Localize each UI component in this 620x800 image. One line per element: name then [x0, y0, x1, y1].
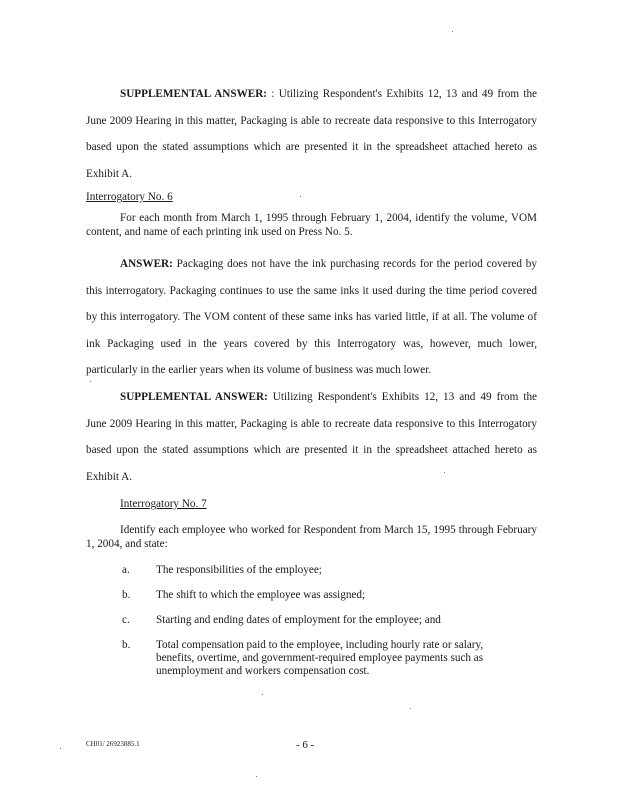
scan-speck: [90, 381, 91, 382]
interrogatory-6-heading-block: [86, 190, 537, 204]
supplemental-answer-1-text: : Utilizing Respondent's Exhibits 12, 13 and 49 from the June 2009 Hearing in this matter, Packaging is able to recreate data responsive to this Interrogatory based upon the stated assumptions which are presented it in the spreadsheet attached hereto as Exhibit A.: [86, 88, 538, 180]
supplemental-answer-1: [86, 81, 537, 187]
list-item-text: Starting and ending dates of employment for the employee; and: [156, 614, 441, 626]
interrogatory-7-question-block: [86, 524, 537, 551]
supplemental-answer-2-text: Utilizing Respondent's Exhibits 12, 13 and 49 from the June 2009 Hearing in this matter, Packaging is able to recreate data responsive to this Interrogatory based upon the stated assumptions which are presented it in the spreadsheet attached hereto as Exhibit A.: [86, 391, 538, 483]
interrogatory-6-question-block: [86, 212, 537, 239]
list-item-label: a.: [122, 564, 130, 576]
scan-speck: [410, 708, 411, 709]
supplemental-answer-2: [86, 384, 537, 490]
interrogatory-7-heading: Interrogatory No. 7: [120, 498, 207, 510]
interrogatory-7-question: Identify each employee who worked for Respondent from March 15, 1995 through February 1, 2004, and state:: [86, 524, 537, 550]
interrogatory-6-answer: [86, 251, 537, 384]
list-item-text: The shift to which the employee was assigned;: [156, 589, 366, 601]
interrogatory-6-heading: Interrogatory No. 6: [86, 191, 173, 203]
scan-speck: [256, 776, 257, 777]
list-item-text: Total compensation paid to the employee, including hourly rate or salary, benefits, overtime, and government-required employee payments such as unemployment and workers compensation cost.: [156, 639, 484, 677]
list-item-text: The responsibilities of the employee;: [156, 564, 322, 576]
supplemental-answer-2-heading: SUPPLEMENTAL ANSWER:: [120, 391, 268, 403]
answer-text: Packaging does not have the ink purchasing records for the period covered by this interrogatory. Packaging continues to use the same inks it used during the time period covered by this interrogatory. The VOM content of these same inks has varied little, if at all. The volume of ink Packaging used in the years covered by this Interrogatory was, however, much lower, particularly in the earlier years when its volume of business was much lower.: [86, 258, 537, 376]
scan-speck: [452, 31, 453, 32]
interrogatory-6-question: For each month from March 1, 1995 through February 1, 2004, identify the volume, VOM content, and name of each printing ink used on Press No. 5.: [86, 212, 537, 238]
scan-speck: [300, 196, 301, 197]
list-item-label: b.: [122, 589, 131, 601]
answer-heading: ANSWER:: [120, 258, 173, 270]
scan-speck: [262, 694, 263, 695]
interrogatory-7-heading-block: [120, 497, 207, 511]
page-number: - 6 -: [296, 739, 315, 751]
document-id: CH01/ 26923885.1: [86, 740, 140, 748]
list-item-label: b.: [122, 639, 131, 651]
scan-speck: [444, 472, 445, 473]
list-item-label: c.: [122, 614, 130, 626]
supplemental-answer-1-heading: SUPPLEMENTAL ANSWER:: [120, 88, 268, 100]
scan-speck: [60, 748, 61, 749]
